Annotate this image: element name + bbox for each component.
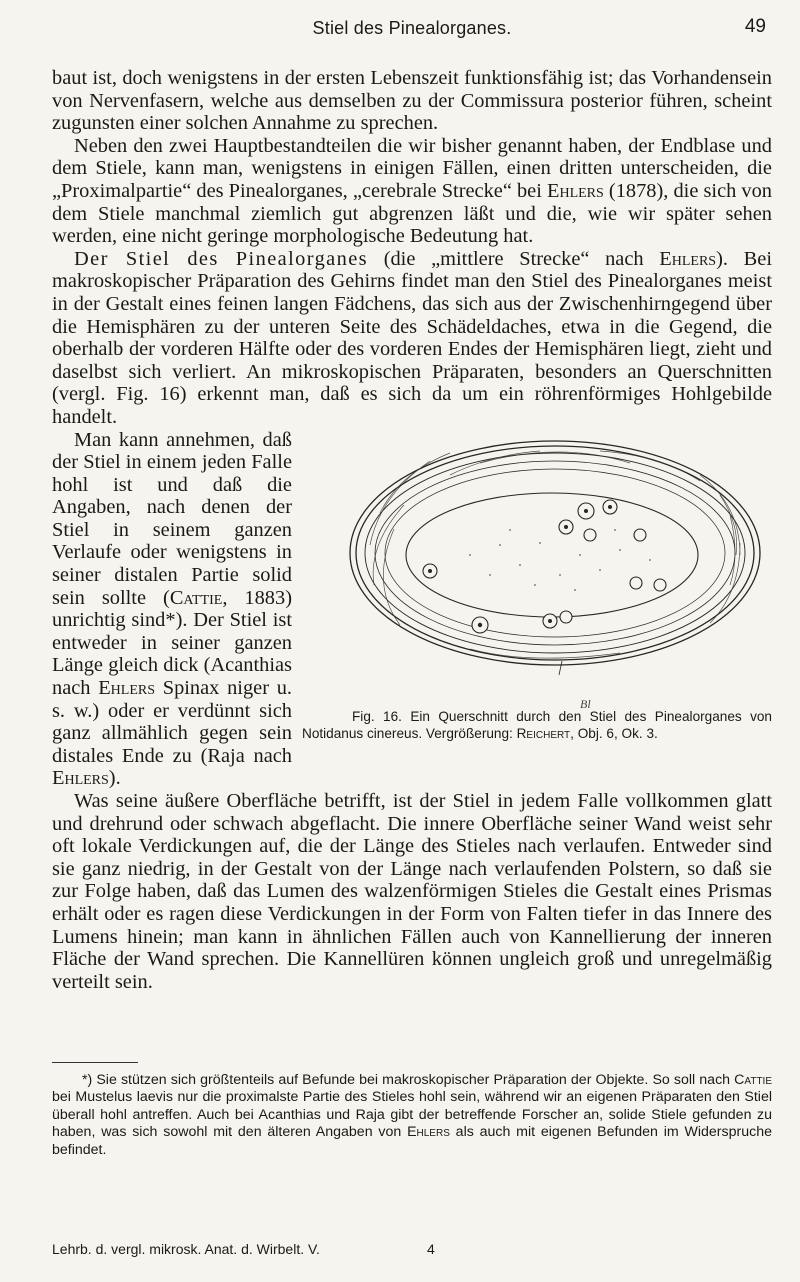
footnote-rule [52, 1062, 138, 1063]
paragraph-2: Neben den zwei Hauptbestandteilen die wir bisher genannt haben, der Endblase und dem Stiele, kann man, wenigstens in einigen Fällen, einen dritten unterscheiden, die „Proximalpartie“ des Pinealorganes, „cerebrale Strecke“ bei Ehlers (1878), die sich von dem Stiele manchmal ziemlich gut abgrenzen läßt und die, wie wir später sehen werden, eine nicht geringe morphologische Bedeutung hat. [52, 134, 773, 248]
author-name: Cattie [169, 586, 223, 609]
section-heading: Der Stiel des Pinealorganes [74, 247, 369, 270]
running-title: Stiel des Pinealorganes. [312, 18, 512, 38]
author-name: Reichert [516, 725, 571, 741]
paragraph-1: baut ist, doch wenigstens in der ersten Lebenszeit funktionsfähig ist; das Vorhandensein von Nervenfasern, welche aus demselben zu der Commissura posterior führen, scheint zugunsten einer solchen Annahme zu sprechen. [52, 67, 772, 135]
book-signature: Lehrb. d. vergl. mikrosk. Anat. d. Wirbelt. V. [52, 1241, 320, 1257]
signature-line [52, 1241, 772, 1259]
running-head [52, 18, 772, 42]
figure-16 [302, 435, 772, 781]
figure-caption: Fig. 16. Ein Querschnitt durch den Stiel des Pinealorganes von Notidanus cinereus. Vergrößerung: Reichert, Obj. 6, Ok. 3. [302, 708, 772, 741]
author-name: Ehlers [98, 677, 156, 700]
page-number: 49 [744, 16, 766, 37]
author-name: Ehlers [547, 179, 604, 202]
paragraph-3: Der Stiel des Pinealorganes (die „mittlere Strecke“ nach Ehlers). Bei makroskopischer Präparation des Gehirns findet man den Stiel des Pinealorganes meist in der Gestalt eines feinen langen Fädchens, das sich aus der Zwischenhirngegend über die Hemisphären zu der unteren Seite des Schädeldaches, etwa in die Gegend, die oberhalb der vorderen Hälfte oder des vorderen Endes der Hemisphären liegt, zieht und daselbst sich verliert. An mikroskopischen Präparaten, besonders an Querschnitten (vergl. Fig. 16) erkennt man, daß es sich da um ein röhrenförmiges Hohlgebilde handelt. [52, 247, 772, 428]
author-name: Cattie [734, 1072, 772, 1088]
sheet-number: 4 [427, 1241, 435, 1257]
author-name: Ehlers [52, 767, 109, 790]
author-name: Ehlers [407, 1124, 450, 1141]
figure-cross-section-drawing [340, 435, 770, 691]
author-name: Ehlers [659, 247, 717, 270]
paragraph-5: Was seine äußere Oberfläche betrifft, ist der Stiel in jedem Falle vollkommen glatt und drehrund oder schwach abgeflacht. Die innere Oberfläche seiner Wand weist sehr oft lokale Verdickungen auf, die der Länge des Stieles nach verlaufen. Entweder sind sie ganz niedrig, in der Gestalt von der Länge nach verlaufenden Polstern, so daß sie zur Folge haben, daß das Lumen des walzenförmigen Stieles die Gestalt eines Prismas erhält oder es ragen diese Verdickungen in der Form von Falten tiefer in das Innere des Lumens hinein; man kann in ähnlichen Fällen auch von Kannellierung der inneren Fläche der Wand sprechen. Die Kannellüren können ungleich groß und unregelmäßig verteilt sein. [52, 790, 772, 993]
main-text [52, 67, 772, 993]
footnote: *) Sie stützen sich größtenteils auf Befunde bei makroskopischer Präparation der Objekte. So soll nach Cattie bei Mustelus laevis nur die proximalste Partie des Stieles hohl sein, während wir an eigenen Präparaten den Stiel überall hohl antreffen. Auch bei Acanthias und Raja gibt der betreffende Forscher an, solide Stiele gefunden zu haben, was sich sowohl mit den älteren Angaben von Ehlers als auch mit eigenen Befunden im Widerspruche befindet. [52, 1072, 773, 1158]
figure-label-bl: Bl [580, 696, 591, 711]
paragraph-4: Bl Fig. 16. Ein Querschnitt durch den Stiel des Pinealorganes von Notidanus cinereus. Vergrößerung: Reichert, Obj. 6, Ok. 3. Man kann annehmen, daß der Stiel in einem jeden Falle hohl ist und daß die Angaben, nach denen der Stiel in seinem ganzen Verlaufe oder wenigstens in seiner distalen Partie solid sein sollte (Cattie, 1883) unrichtig sind*). Der Stiel ist entweder in seiner ganzen Länge gleich dick (Acanthias nach Ehlers Spinax niger u. s. w.) oder er verdünnt sich ganz allmählich gegen sein distales Ende zu (Raja nach Ehlers). [52, 428, 772, 790]
